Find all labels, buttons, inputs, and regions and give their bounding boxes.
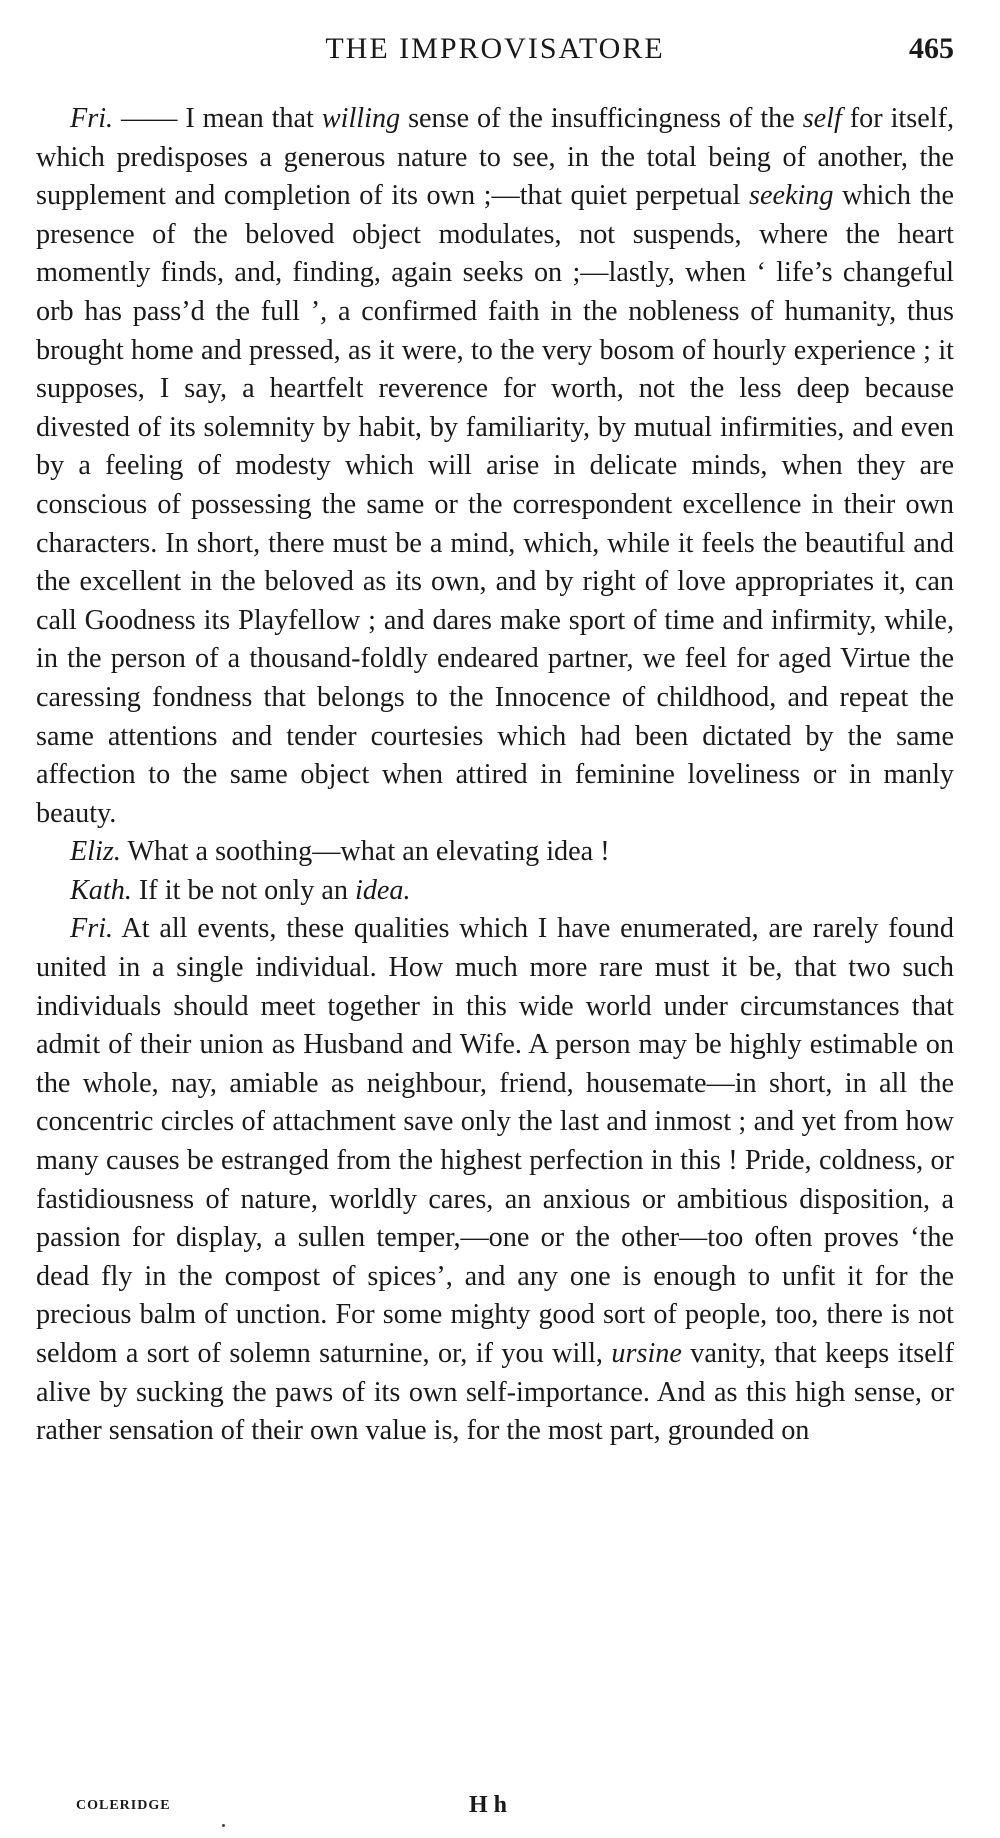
italic-text: seeking	[748, 180, 834, 212]
text-run: If it be not only an	[131, 874, 355, 906]
body-text	[36, 100, 954, 1451]
text-run: What a soothing—what an elevating idea !	[120, 836, 610, 868]
italic-text: self	[802, 103, 842, 134]
dialogue-paragraph	[36, 100, 954, 833]
text-run: At all events, these qualities which I have enumerated, are rarely found united in a single individual. How much more rare must it be, that two such individuals should meet together in this wide world under circumstances that admit of their union as Husband and Wife. A person may be highly estimable on the whole, nay, amiable as neighbour, friend, housemate—in short, in all the concentric circles of attachment save only the last and inmost ; and yet from how many causes be estranged from the highest perfection in this ! Pride, coldness, or fastidiousness of nature, worldly cares, an anxious or ambitious disposition, a passion for display, a sullen temper,—one or the other—too often proves ‘the dead fly in the compost of spices’, and any one is enough to unfit it for the precious balm of unction. For some mighty good sort of people, too, there is not seldom a sort of solemn saturnine, or, if you will,	[36, 913, 954, 1369]
printer-signature: COLERIDGE	[76, 1798, 171, 1813]
text-run: —— I mean that	[113, 103, 322, 134]
dialogue-paragraph	[36, 910, 954, 1450]
dialogue-paragraph	[36, 833, 954, 872]
italic-text: ursine	[611, 1338, 682, 1369]
page-number: 465	[909, 32, 954, 65]
text-run: for itself, which predisposes a generous nature to see, in the total being of another, the supplement and completion of its own ;—that quiet perpetual	[36, 103, 954, 212]
page-footer	[76, 1792, 954, 1822]
dialogue-paragraph	[36, 872, 954, 911]
italic-text: willing	[321, 103, 401, 134]
italic-text: idea.	[354, 874, 411, 906]
speaker-name: Eliz.	[70, 836, 121, 868]
running-title: THE IMPROVISATORE	[325, 32, 665, 65]
speaker-name: Kath.	[70, 874, 132, 906]
text-run: vanity, that keeps itself alive by sucking the paws of its own self-importance. And as this high sense, or rather sensation of their own value is, for the most part, grounded on	[36, 1338, 954, 1447]
running-head	[36, 32, 954, 72]
text-run: sense of the insufficingness of the	[400, 103, 803, 134]
speaker-name: Fri.	[70, 103, 114, 134]
gathering-mark: H h	[469, 1792, 508, 1818]
speaker-name: Fri.	[70, 913, 114, 945]
text-run: which the presence of the beloved object modulates, not suspends, where the heart momently finds, and, finding, again seeks on ;—lastly, when ‘ life’s changeful orb has pass’d the full ’, a confirmed faith in the nobleness of humanity, thus brought home and pressed, as it were, to the very bosom of hourly experience ; it supposes, I say, a heartfelt reverence for worth, not the less deep because divested of its solemnity by habit, by familiarity, by mutual infirmities, and even by a feeling of modesty which will arise in delicate minds, when they are conscious of possessing the same or the correspondent excellence in their own characters. In short, there must be a mind, which, while it feels the beautiful and the excellent in the beloved as its own, and by right of love appropriates it, can call Goodness its Playfellow ; and dares make sport of time and infirmity, while, in the person of a thousand-foldly endeared partner, we feel for aged Virtue the caressing fondness that belongs to the Innocence of childhood, and repeat the same attentions and tender courtesies which had been dictated by the same affection to the same object when attired in feminine loveliness or in manly beauty.	[36, 180, 955, 829]
print-speck	[222, 1824, 225, 1827]
